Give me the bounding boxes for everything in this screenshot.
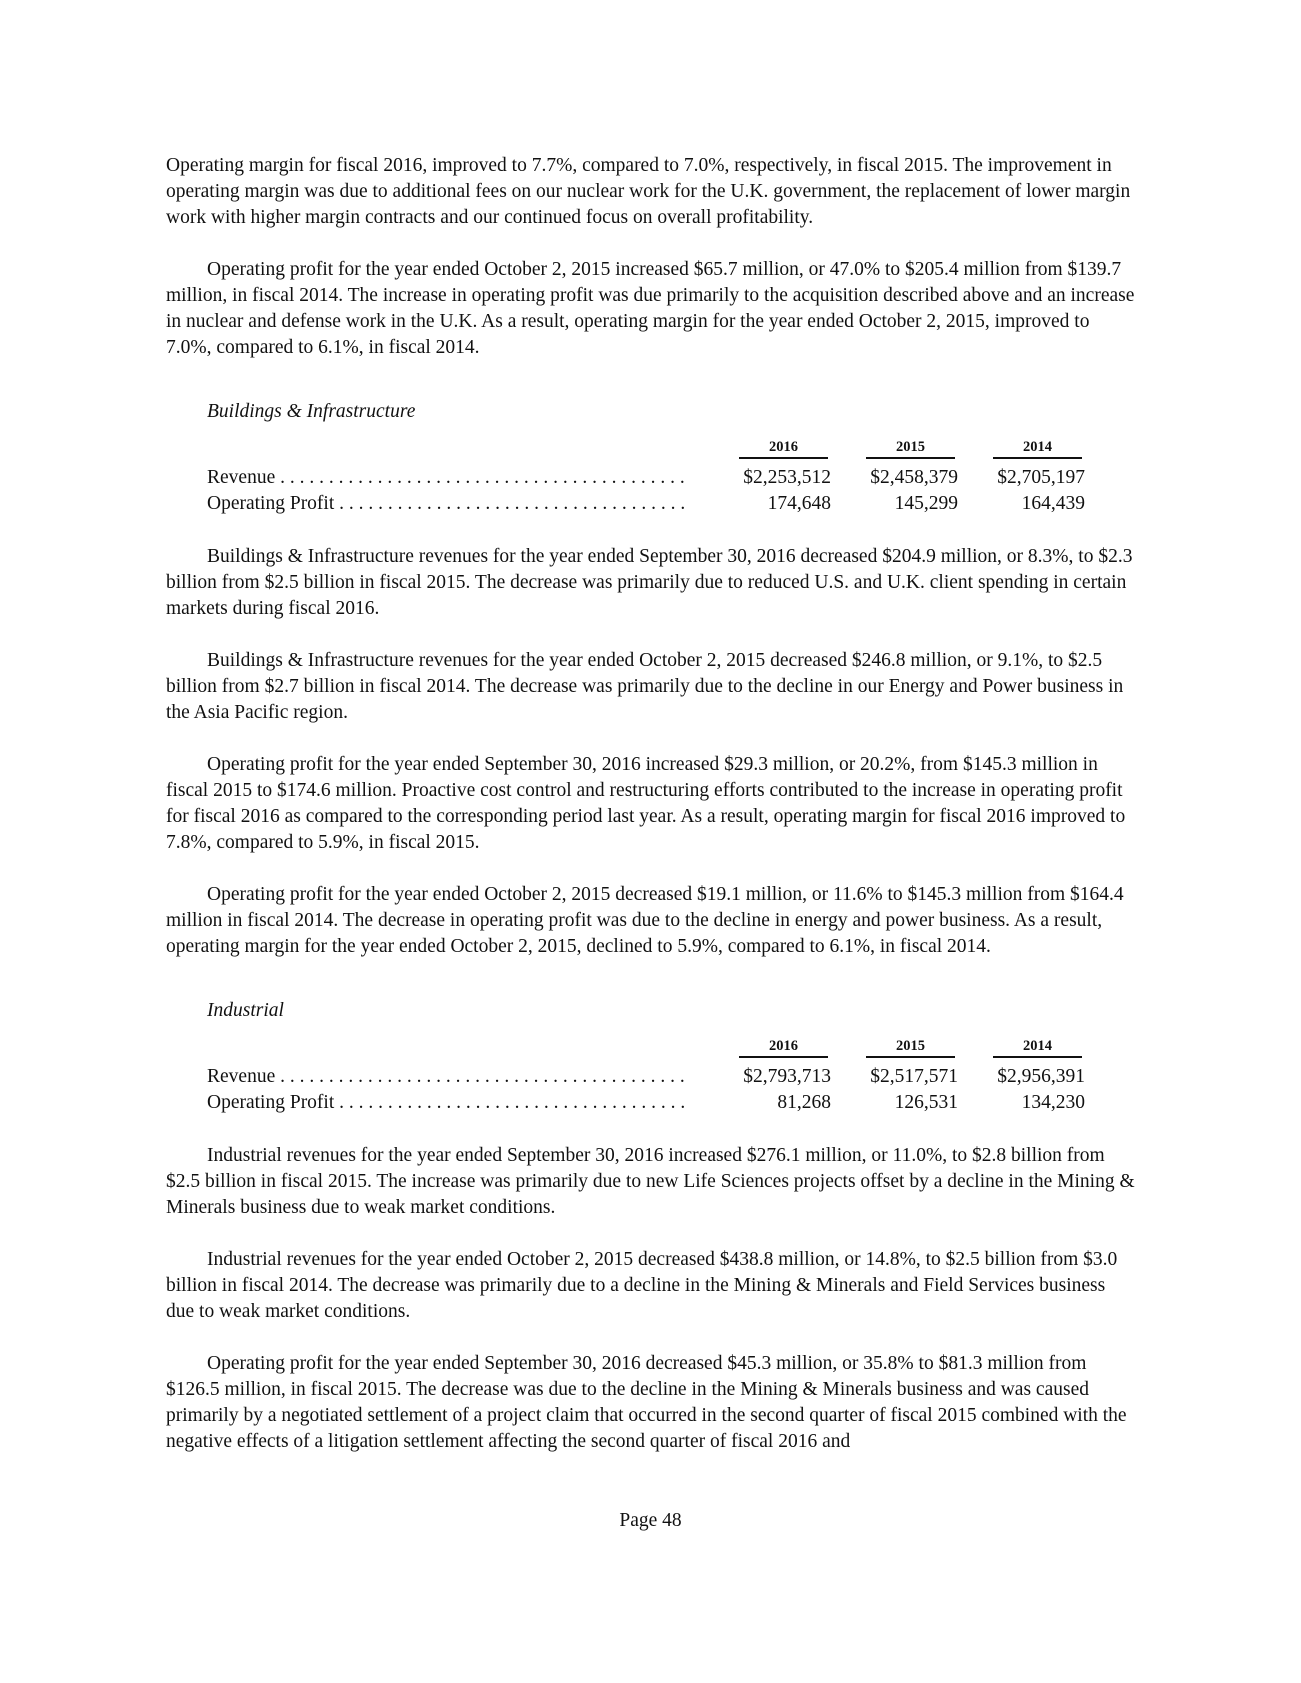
year-header: 2014 xyxy=(993,437,1082,459)
table-header xyxy=(739,1036,1136,1058)
cell-value: 134,230 xyxy=(1021,1092,1085,1113)
paragraph-ind-revenue-2016: Industrial revenues for the year ended September 30, 2016 increased $276.1 million, or 11.0%, to $2.8 billion from $2.5 billion in fiscal 2015. The increase was primarily due to new Life Sciences projects offset by a decline in the Mining & Minerals business due to weak market conditions. xyxy=(166,1145,1135,1218)
paragraph-operating-margin-2016: Operating margin for fiscal 2016, improved to 7.7%, compared to 7.0%, respectively, in fiscal 2015. The improvement in operating margin was due to additional fees on our nuclear work for the U.K. government, the replacement of lower margin work with higher margin contracts and our continued focus on overall profitability. xyxy=(166,155,1131,228)
document-page xyxy=(166,153,1136,1481)
buildings-financial-table xyxy=(166,437,1136,517)
cell-value: $2,253,512 xyxy=(743,467,831,488)
year-header: 2015 xyxy=(866,437,955,459)
table-row-operating-profit xyxy=(166,491,1136,517)
cell-value: $2,793,713 xyxy=(743,1066,831,1087)
table-header xyxy=(739,437,1136,459)
row-label: Operating Profit . . . . . . . . . . . . . . . . . . . . . . . . . . . . . . . . . . . . xyxy=(207,1092,685,1113)
cell-value: 174,648 xyxy=(767,493,831,514)
year-header: 2014 xyxy=(993,1036,1082,1058)
cell-value: 145,299 xyxy=(894,493,958,514)
cell-value: 126,531 xyxy=(894,1092,958,1113)
industrial-financial-table xyxy=(166,1036,1136,1116)
section-title-buildings: Buildings & Infrastructure xyxy=(207,401,416,422)
cell-value: 164,439 xyxy=(1021,493,1085,514)
cell-value: $2,517,571 xyxy=(870,1066,958,1087)
table-row-revenue xyxy=(166,465,1136,491)
paragraph-ind-profit-2016: Operating profit for the year ended September 30, 2016 decreased $45.3 million, or 35.8% to $81.3 million from $126.5 million, in fiscal 2015. The decrease was due to the decline in the Mining & Minerals business and was caused primarily by a negotiated settlement of a project claim that occurred in the second quarter of fiscal 2015 combined with the negative effects of a litigation settlement affecting the second quarter of fiscal 2016 and xyxy=(166,1353,1127,1452)
year-header: 2016 xyxy=(739,437,828,459)
year-header: 2015 xyxy=(866,1036,955,1058)
paragraph-ind-revenue-2015: Industrial revenues for the year ended October 2, 2015 decreased $438.8 million, or 14.8%, to $2.5 billion from $3.0 billion in fiscal 2014. The decrease was primarily due to a decline in the Mining & Minerals and Field Services business due to weak market conditions. xyxy=(166,1249,1118,1322)
paragraph-bi-profit-2016: Operating profit for the year ended September 30, 2016 increased $29.3 million, or 20.2%, from $145.3 million in fiscal 2015 to $174.6 million. Proactive cost control and restructuring efforts contributed to the increase in operating profit for fiscal 2016 as compared to the corresponding period last year. As a result, operating margin for fiscal 2016 improved to 7.8%, compared to 5.9%, in fiscal 2015. xyxy=(166,754,1126,853)
table-row-revenue xyxy=(166,1064,1136,1090)
row-label: Revenue . . . . . . . . . . . . . . . . . . . . . . . . . . . . . . . . . . . . . . . . . . xyxy=(207,1066,685,1087)
table-row-operating-profit xyxy=(166,1090,1136,1116)
paragraph-operating-profit-2015: Operating profit for the year ended October 2, 2015 increased $65.7 million, or 47.0% to $205.4 million from $139.7 million, in fiscal 2014. The increase in operating profit was due primarily to the acquisition described above and an increase in nuclear and defense work in the U.K. As a result, operating margin for the year ended October 2, 2015, improved to 7.0%, compared to 6.1%, in fiscal 2014. xyxy=(166,259,1135,358)
year-header: 2016 xyxy=(739,1036,828,1058)
section-title-industrial: Industrial xyxy=(207,1000,284,1021)
row-label: Revenue . . . . . . . . . . . . . . . . . . . . . . . . . . . . . . . . . . . . . . . . . . xyxy=(207,467,685,488)
cell-value: $2,956,391 xyxy=(997,1066,1085,1087)
cell-value: 81,268 xyxy=(777,1092,831,1113)
page-number: Page 48 xyxy=(619,1510,682,1531)
row-label: Operating Profit . . . . . . . . . . . . . . . . . . . . . . . . . . . . . . . . . . . . xyxy=(207,493,685,514)
paragraph-bi-revenue-2016: Buildings & Infrastructure revenues for the year ended September 30, 2016 decreased $204.9 million, or 8.3%, to $2.3 billion from $2.5 billion in fiscal 2015. The decrease was primarily due to reduced U.S. and U.K. client spending in certain markets during fiscal 2016. xyxy=(166,546,1133,619)
paragraph-bi-profit-2015: Operating profit for the year ended October 2, 2015 decreased $19.1 million, or 11.6% to $145.3 million from $164.4 million in fiscal 2014. The decrease in operating profit was due to the decline in energy and power business. As a result, operating margin for the year ended October 2, 2015, declined to 5.9%, compared to 6.1%, in fiscal 2014. xyxy=(166,884,1124,957)
cell-value: $2,458,379 xyxy=(870,467,958,488)
cell-value: $2,705,197 xyxy=(997,467,1085,488)
paragraph-bi-revenue-2015: Buildings & Infrastructure revenues for the year ended October 2, 2015 decreased $246.8 million, or 9.1%, to $2.5 billion from $2.7 billion in fiscal 2014. The decrease was primarily due to the decline in our Energy and Power business in the Asia Pacific region. xyxy=(166,650,1124,723)
